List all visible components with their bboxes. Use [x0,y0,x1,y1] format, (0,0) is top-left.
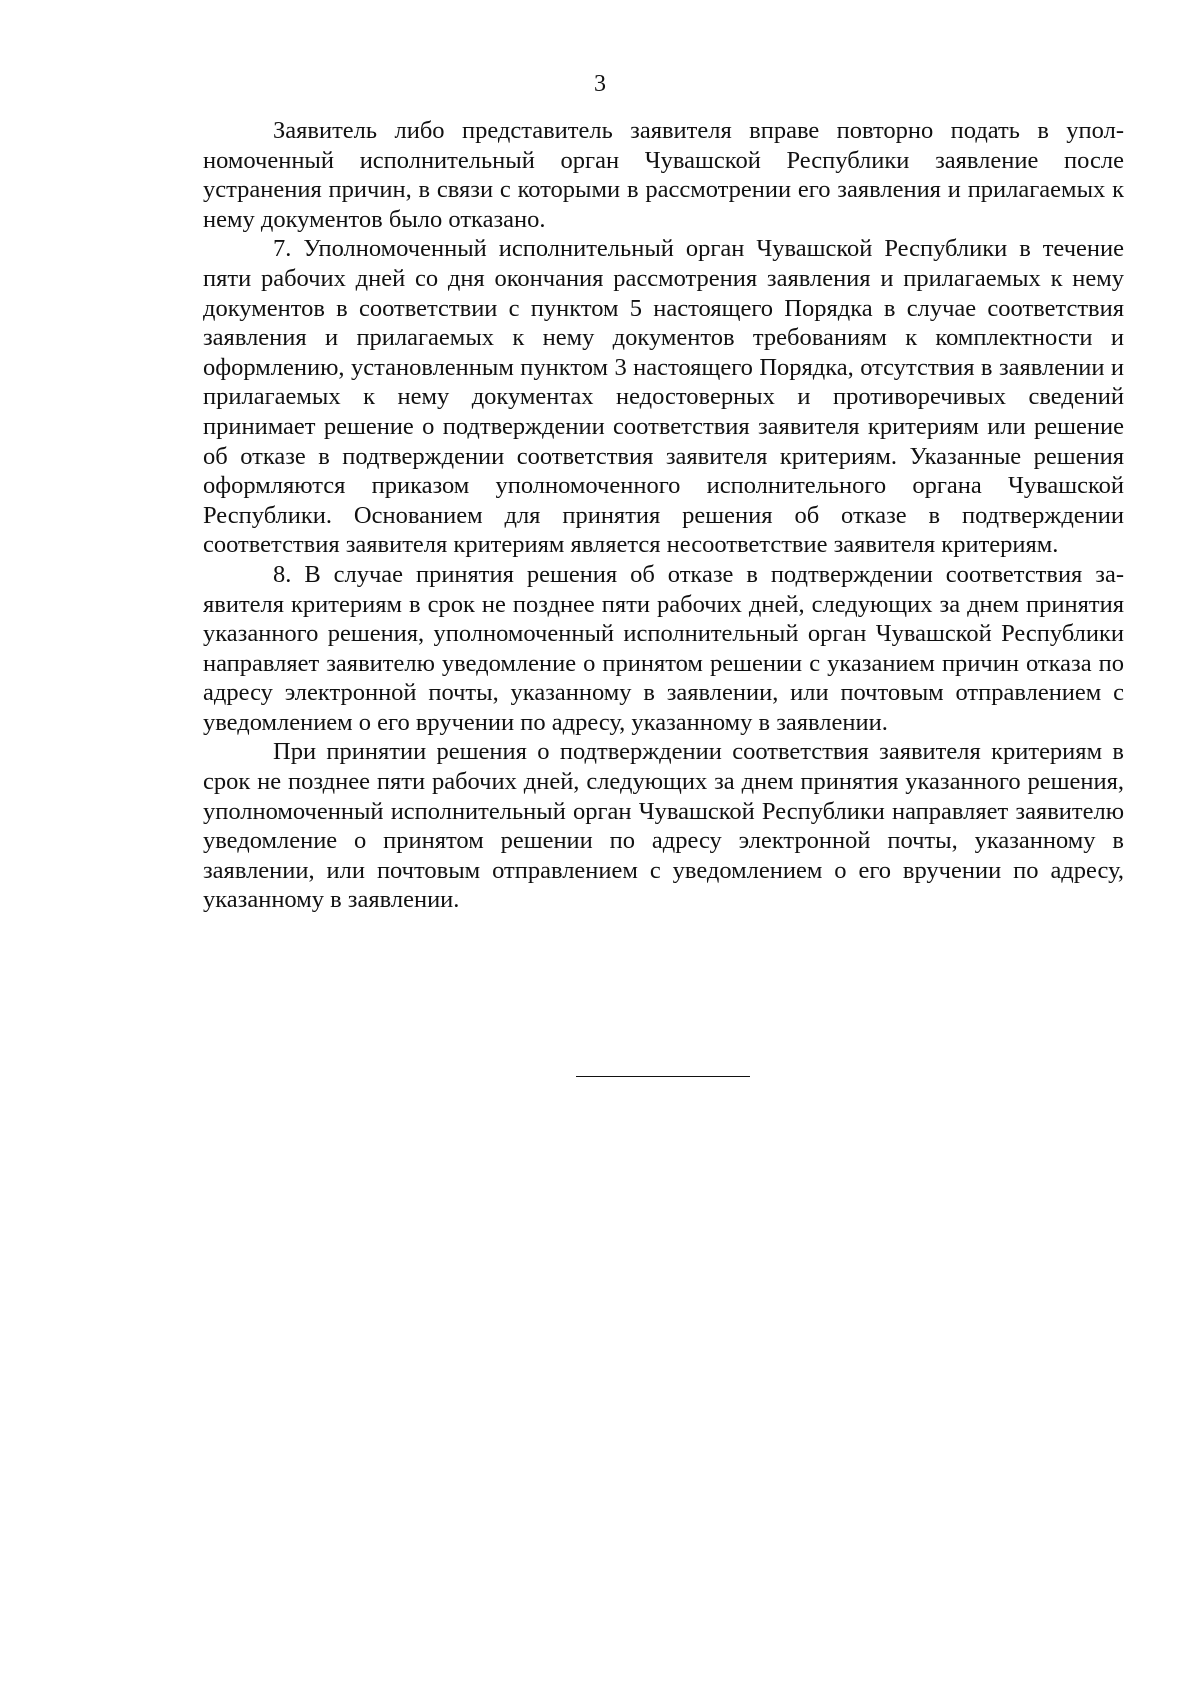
paragraph-confirmation-notice: При принятии решения о подтверждении соответствия заявителя критериям в срок не позднее пяти рабочих дней, следующих за днем принятия указанного решения, уполномоченный исполнительный орган Чувашской Республики направляет заявителю уведомление о принятом решении по адресу электронной почты, указанному в заявлении, или почтовым отправлением с уведомлением о его вручении по адресу, указанному в заявлении. [203,738,1124,914]
paragraph-resubmission: Заявитель либо представитель заявителя вправе повторно подать в уполномоченный исполнительный орган Чувашской Республики заявление после устранения причин, в связи с которыми в рассмотрении его заявления и прилагаемых к нему документов было отказано. [203,117,1124,233]
document-body [203,116,1124,915]
paragraph-item-7: 7. Уполномоченный исполнительный орган Чувашской Республики в течение пяти рабочих дней со дня окончания рассмотрения заявления и прилагаемых к нему документов в соответствии с пунктом 5 настоящего Порядка в случае соответствия заявления и прилагаемых к нему документов требованиям к комплектности и оформлению, установленным пунктом 3 настоящего Порядка, отсутствия в заявлении и прилагаемых к нему документах недостоверных и противоречивых сведений принимает решение о подтверждении соответствия заявителя критериям или решение об отказе в подтверждении соответствия заявителя критериям. Указанные решения оформляются приказом уполномоченного исполнительного органа Чувашской Республики. Основанием для принятия решения об отказе в подтверждении соответствия заявителя критериям является несоответствие заявителя критериям. [203,235,1124,559]
page-number: 3 [594,71,606,97]
paragraph-item-8: 8. В случае принятия решения об отказе в подтверждении соответствия заявителя критериям в срок не позднее пяти рабочих дней, следующих за днем принятия указанного решения, уполномоченный исполнительный орган Чувашской Республики направляет заявителю уведомление о принятом решении с указанием причин отказа по адресу электронной почты, указанному в заявлении, или почтовым отправлением с уведомлением о его вручении по адресу, указанному в заявлении. [203,560,1124,736]
end-of-document-line [576,1076,750,1077]
